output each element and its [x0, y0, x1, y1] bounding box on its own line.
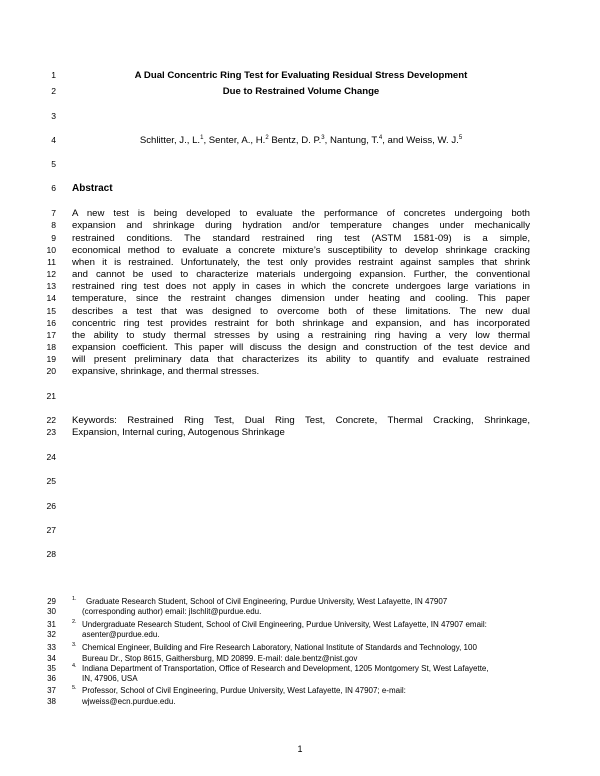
author-affiliation-mark: 4	[378, 134, 383, 141]
abstract-line: the ability to study thermal stresses by using a restraining ring having a very low thermal	[72, 330, 530, 341]
line-number: 26	[46, 501, 56, 511]
line-number: 30	[47, 607, 56, 616]
abstract-line: and cannot be used to characterize materials undergoing expansion. Further, the conventional	[72, 269, 530, 280]
line-number: 32	[47, 630, 56, 639]
abstract-line: expansion and shrinkage during hydration and/or temperature changes under mechanically	[72, 220, 530, 231]
keywords-line: Expansion, Internal curing, Autogenous Shrinkage	[72, 427, 285, 438]
abstract-line: restrained ring test does not apply in cases in which the concrete undergoes large variations in	[72, 281, 530, 292]
line-number: 19	[46, 354, 56, 364]
author-name: Schlitter, J., L.	[139, 135, 201, 146]
footnote-line: asenter@purdue.edu.	[82, 630, 160, 639]
line-number: 27	[46, 525, 56, 535]
line-number: 14	[46, 293, 56, 303]
line-number: 25	[46, 476, 56, 486]
footnote-line: Professor, School of Civil Engineering, Purdue University, West Lafayette, IN 47907; e-mail:	[82, 686, 406, 695]
footnote-marker: 1.	[72, 596, 77, 602]
line-number: 21	[46, 391, 56, 401]
author-affiliation-mark: 1	[200, 134, 204, 141]
line-number: 34	[47, 654, 56, 663]
author-name: Weiss, W. J.	[406, 135, 459, 146]
footnote-line: Graduate Research Student, School of Civil Engineering, Purdue University, West Lafayette, IN 47907	[86, 597, 448, 606]
line-number: 10	[46, 245, 56, 255]
footnote-line: Chemical Engineer, Building and Fire Research Laboratory, National Institute of Standards and Technology, 100	[82, 643, 477, 652]
abstract-line: expansive, shrinkage, and thermal stresses.	[72, 366, 260, 377]
footnote-line: Undergraduate Research Student, School of Civil Engineering, Purdue University, West Lafayette, IN 47907 email:	[82, 620, 487, 629]
line-number: 16	[46, 318, 56, 328]
line-number: 18	[46, 342, 56, 352]
line-number: 12	[46, 269, 56, 279]
abstract-line: expansion coefficient. This paper will discuss the design and construction of the test device and	[72, 342, 530, 353]
line-number: 15	[46, 306, 56, 316]
author-affiliation-mark: 5	[458, 134, 463, 141]
author-separator: ,	[203, 135, 207, 146]
line-number: 6	[51, 183, 56, 193]
line-number: 13	[46, 281, 56, 291]
line-number: 38	[47, 697, 56, 706]
line-number: 36	[47, 674, 56, 683]
line-number: 4	[51, 135, 56, 145]
line-number: 17	[46, 330, 56, 340]
line-number: 9	[51, 233, 56, 243]
abstract-line: when it is restrained. Unfortunately, the test only provides restraint against samples that shrink	[72, 257, 530, 268]
abstract-line: describes a test that was designed to overcome both of these limitations. The new dual	[72, 306, 530, 317]
line-number: 23	[46, 427, 56, 437]
author-list	[72, 135, 530, 146]
line-number: 31	[47, 620, 56, 629]
line-number: 29	[47, 597, 56, 606]
line-number: 33	[47, 643, 56, 652]
footnote-line: Indiana Department of Transportation, Office of Research and Development, 1205 Montgomery St, West Lafayette,	[82, 664, 489, 673]
line-number: 1	[51, 70, 56, 80]
author-separator: , and	[382, 135, 404, 146]
line-number: 2	[51, 86, 56, 96]
abstract-line: economical method to evaluate a concrete mixture’s susceptibility to develop shrinkage cracking	[72, 245, 530, 256]
author-affiliation-mark: 3	[321, 134, 325, 141]
line-number: 8	[51, 220, 56, 230]
abstract-heading: Abstract	[72, 183, 113, 194]
footnote-line: wjweiss@ecn.purdue.edu.	[82, 697, 176, 706]
footnote-marker: 2.	[72, 619, 77, 625]
abstract-line: temperature, since the restraint changes dimension under heating and cooling. This paper	[72, 293, 530, 304]
author-separator: ,	[324, 135, 328, 146]
line-number: 37	[47, 686, 56, 695]
abstract-line: restrained conditions. The standard restrained ring test (ASTM 1581-09) is a simple,	[72, 233, 530, 244]
footnote-line: (corresponding author) email: jlschlit@purdue.edu.	[82, 607, 262, 616]
line-number: 3	[51, 111, 56, 121]
footnote-line: IN, 47906, USA	[82, 674, 138, 683]
paper-title-line-2: Due to Restrained Volume Change	[222, 86, 380, 97]
line-number: 11	[47, 257, 56, 267]
line-number: 28	[46, 549, 56, 559]
line-number: 7	[51, 208, 56, 218]
author-name: Nantung, T.	[329, 135, 379, 146]
footnote-marker: 4.	[72, 663, 77, 669]
author-name: Senter, A., H.	[208, 135, 266, 146]
abstract-line: will present preliminary data that characterizes its ability to quantify and evaluate restrained	[72, 354, 530, 365]
footnote-marker: 3.	[72, 642, 77, 648]
line-number: 22	[46, 415, 56, 425]
abstract-line: A new test is being developed to evaluate the performance of concretes undergoing both	[72, 208, 530, 219]
author-name: Bentz, D. P.	[271, 135, 322, 146]
footnote-line: Bureau Dr., Stop 8615, Gaithersburg, MD 20899. E-mail: dale.bentz@nist.gov	[82, 654, 358, 663]
line-number: 20	[46, 366, 56, 376]
author-affiliation-mark: 2	[265, 134, 269, 141]
line-number: 35	[47, 664, 56, 673]
paper-title-line-1: A Dual Concentric Ring Test for Evaluating Residual Stress Development	[134, 70, 468, 81]
keywords-line: Keywords: Restrained Ring Test, Dual Ring Test, Concrete, Thermal Cracking, Shrinkage,	[72, 415, 530, 426]
line-number: 5	[51, 159, 56, 169]
page-number: 1	[297, 744, 303, 754]
abstract-line: concentric ring test provides restraint for both shrinkage and expansion, and has incorporated	[72, 318, 530, 329]
line-number: 24	[46, 452, 56, 462]
footnote-marker: 5.	[72, 685, 77, 691]
